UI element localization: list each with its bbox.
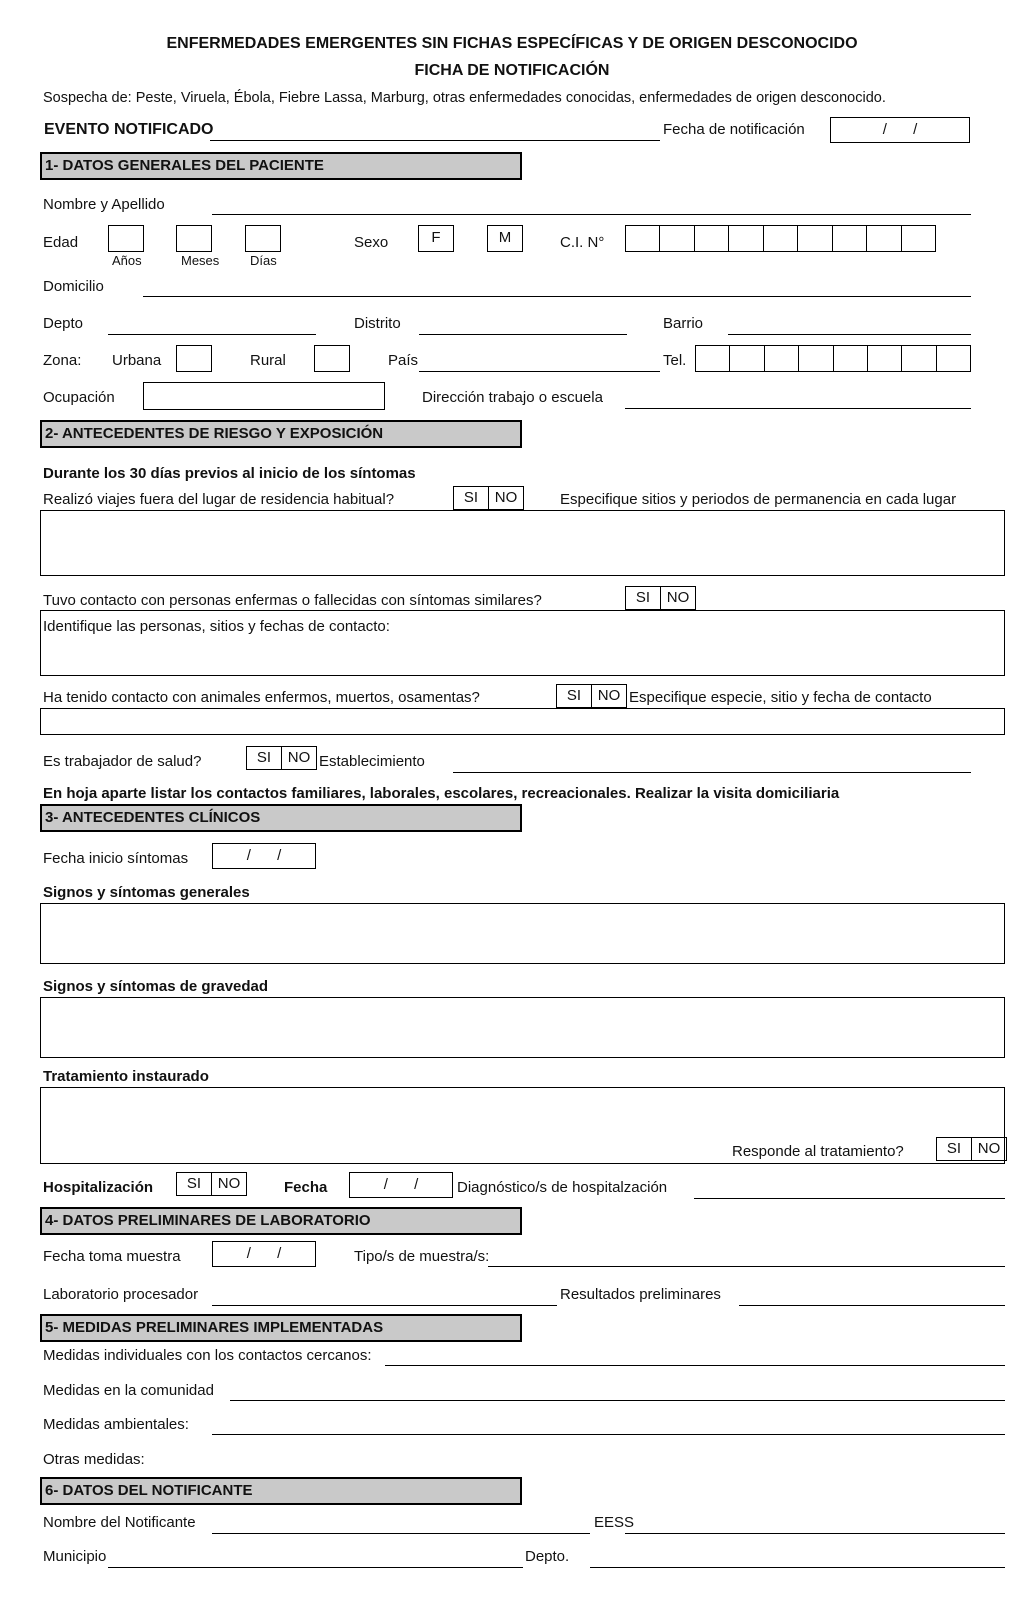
- section-5-header: 5- MEDIDAS PRELIMINARES IMPLEMENTADAS: [40, 1314, 522, 1342]
- community-measures-label: Medidas en la comunidad: [43, 1382, 214, 1399]
- name-line[interactable]: [212, 214, 971, 215]
- address-label: Domicilio: [43, 278, 104, 295]
- section-2-header: 2- ANTECEDENTES DE RIESGO Y EXPOSICIÓN: [40, 420, 522, 448]
- results-line[interactable]: [739, 1305, 1005, 1306]
- district-label: Distrito: [354, 315, 401, 332]
- contact-yes-no[interactable]: [625, 586, 696, 610]
- responds-no[interactable]: NO: [971, 1138, 1006, 1160]
- form-subtitle: FICHA DE NOTIFICACIÓN: [414, 62, 610, 79]
- general-signs-label: Signos y síntomas generales: [43, 884, 250, 901]
- travel-si[interactable]: SI: [463, 489, 479, 506]
- ci-number-cells[interactable]: [625, 225, 936, 252]
- age-years-box[interactable]: [108, 225, 144, 252]
- notifier-depto-line[interactable]: [590, 1567, 1005, 1568]
- depto-label: Depto: [43, 315, 84, 332]
- contact-spec-label: Identifique las personas, sitios y fechas de contacto:: [43, 618, 390, 635]
- barrio-line[interactable]: [728, 334, 971, 335]
- sex-f-box[interactable]: F: [418, 225, 454, 252]
- ci-label: C.I. N°: [560, 234, 605, 251]
- sample-date-field[interactable]: / /: [212, 1241, 316, 1267]
- environmental-measures-line[interactable]: [212, 1434, 1005, 1435]
- hosp-dx-line[interactable]: [694, 1198, 1005, 1199]
- hospitalization-si[interactable]: SI: [186, 1175, 202, 1192]
- risk-period-text: Durante los 30 días previos al inicio de los síntomas: [43, 465, 416, 482]
- hospitalization-no[interactable]: NO: [211, 1173, 246, 1195]
- tel-cells[interactable]: [695, 345, 971, 372]
- individual-measures-label: Medidas individuales con los contactos cercanos:: [43, 1347, 372, 1364]
- animal-si[interactable]: SI: [566, 687, 582, 704]
- eess-label: EESS: [594, 1514, 635, 1531]
- onset-date-field[interactable]: / /: [212, 843, 316, 869]
- travel-question: Realizó viajes fuera del lugar de residencia habitual?: [43, 491, 395, 508]
- address-line[interactable]: [143, 296, 971, 297]
- depto-line[interactable]: [108, 334, 316, 335]
- age-label: Edad: [43, 234, 79, 251]
- sample-type-label: Tipo/s de muestra/s:: [354, 1248, 490, 1265]
- section-4-header: 4- DATOS PRELIMINARES DE LABORATORIO: [40, 1207, 522, 1235]
- severity-signs-box[interactable]: [40, 997, 1005, 1058]
- general-signs-box[interactable]: [40, 903, 1005, 964]
- age-days-box[interactable]: [245, 225, 281, 252]
- community-measures-line[interactable]: [230, 1400, 1005, 1401]
- environmental-measures-label: Medidas ambientales:: [43, 1416, 189, 1433]
- rural-label: Rural: [250, 352, 286, 369]
- animal-spec-box[interactable]: [40, 708, 1005, 735]
- severity-signs-label: Signos y síntomas de gravedad: [43, 978, 269, 995]
- sample-date-label: Fecha toma muestra: [43, 1248, 181, 1265]
- lab-processor-line[interactable]: [212, 1305, 557, 1306]
- name-label: Nombre y Apellido: [43, 196, 165, 213]
- health-worker-si[interactable]: SI: [256, 749, 272, 766]
- results-label: Resultados preliminares: [560, 1286, 721, 1303]
- eess-line[interactable]: [625, 1533, 1005, 1534]
- notification-date-label: Fecha de notificación: [663, 121, 805, 138]
- urban-label: Urbana: [112, 352, 162, 369]
- form-title: ENFERMEDADES EMERGENTES SIN FICHAS ESPECÍFICAS Y DE ORIGEN DESCONOCIDO: [166, 35, 858, 52]
- sex-m-box[interactable]: M: [487, 225, 523, 252]
- occupation-label: Ocupación: [43, 389, 115, 406]
- responds-label: Responde al tratamiento?: [732, 1143, 904, 1160]
- responds-yes-no[interactable]: [936, 1137, 1007, 1161]
- onset-date-label: Fecha inicio síntomas: [43, 850, 189, 867]
- age-months-box[interactable]: [176, 225, 212, 252]
- hosp-dx-label: Diagnóstico/s de hospitalzación: [457, 1179, 668, 1196]
- notification-date-field[interactable]: / /: [830, 117, 970, 143]
- notifier-depto-label: Depto.: [525, 1548, 570, 1565]
- zone-label: Zona:: [43, 352, 82, 369]
- lab-processor-label: Laboratorio procesador: [43, 1286, 199, 1303]
- establishment-line[interactable]: [453, 772, 971, 773]
- contact-question: Tuvo contacto con personas enfermas o fallecidas con síntomas similares?: [43, 592, 542, 609]
- municipality-line[interactable]: [108, 1567, 523, 1568]
- travel-spec-label: Especifique sitios y periodos de permanencia en cada lugar: [560, 491, 957, 508]
- travel-yes-no[interactable]: [453, 486, 524, 510]
- travel-no[interactable]: NO: [488, 487, 523, 509]
- other-measures-label: Otras medidas:: [43, 1451, 145, 1468]
- barrio-label: Barrio: [663, 315, 704, 332]
- animal-yes-no[interactable]: [556, 684, 627, 708]
- work-address-line[interactable]: [625, 408, 971, 409]
- event-label: EVENTO NOTIFICADO: [44, 121, 214, 138]
- animal-question: Ha tenido contacto con animales enfermos, muertos, osamentas?: [43, 689, 480, 706]
- age-days-label: Días: [250, 253, 277, 268]
- country-line[interactable]: [419, 371, 660, 372]
- hospitalization-yes-no[interactable]: [176, 1172, 247, 1196]
- hosp-date-field[interactable]: / /: [349, 1172, 453, 1198]
- age-months-label: Meses: [181, 253, 220, 268]
- age-years-label: Años: [112, 253, 142, 268]
- suspicion-text: Sospecha de: Peste, Viruela, Ébola, Fiebre Lassa, Marburg, otras enfermedades conocidas, enfermedades de origen desconocido.: [43, 90, 886, 106]
- sex-label: Sexo: [354, 234, 389, 251]
- rural-box[interactable]: [314, 345, 350, 372]
- sample-type-line[interactable]: [488, 1266, 1005, 1267]
- establishment-label: Establecimiento: [319, 753, 425, 770]
- health-worker-yes-no[interactable]: [246, 746, 317, 770]
- district-line[interactable]: [419, 334, 627, 335]
- section-1-header: 1- DATOS GENERALES DEL PACIENTE: [40, 152, 522, 180]
- hospitalization-label: Hospitalización: [43, 1179, 154, 1196]
- tel-label: Tel.: [663, 352, 687, 369]
- section-6-header: 6- DATOS DEL NOTIFICANTE: [40, 1477, 522, 1505]
- contacts-note: En hoja aparte listar los contactos familiares, laborales, escolares, recreacionales. Realizar la visita domiciliaria: [43, 785, 840, 802]
- health-worker-question: Es trabajador de salud?: [43, 753, 202, 770]
- section-3-header: 3- ANTECEDENTES CLÍNICOS: [40, 804, 522, 832]
- animal-no[interactable]: NO: [591, 685, 626, 707]
- hosp-date-label: Fecha: [284, 1179, 328, 1196]
- responds-si[interactable]: SI: [946, 1140, 962, 1157]
- travel-spec-box[interactable]: [40, 510, 1005, 576]
- animal-spec-label: Especifique especie, sitio y fecha de contacto: [629, 689, 932, 706]
- urban-box[interactable]: [176, 345, 212, 372]
- contact-no[interactable]: NO: [660, 587, 695, 609]
- individual-measures-line[interactable]: [385, 1365, 1005, 1366]
- treatment-label: Tratamiento instaurado: [43, 1068, 209, 1085]
- health-worker-no[interactable]: NO: [281, 747, 316, 769]
- country-label: País: [388, 352, 419, 369]
- event-line[interactable]: [210, 140, 660, 141]
- notifier-name-label: Nombre del Notificante: [43, 1514, 196, 1531]
- contact-si[interactable]: SI: [635, 589, 651, 606]
- occupation-box[interactable]: [143, 382, 385, 410]
- municipality-label: Municipio: [43, 1548, 107, 1565]
- notifier-name-line[interactable]: [212, 1533, 590, 1534]
- work-address-label: Dirección trabajo o escuela: [422, 389, 603, 406]
